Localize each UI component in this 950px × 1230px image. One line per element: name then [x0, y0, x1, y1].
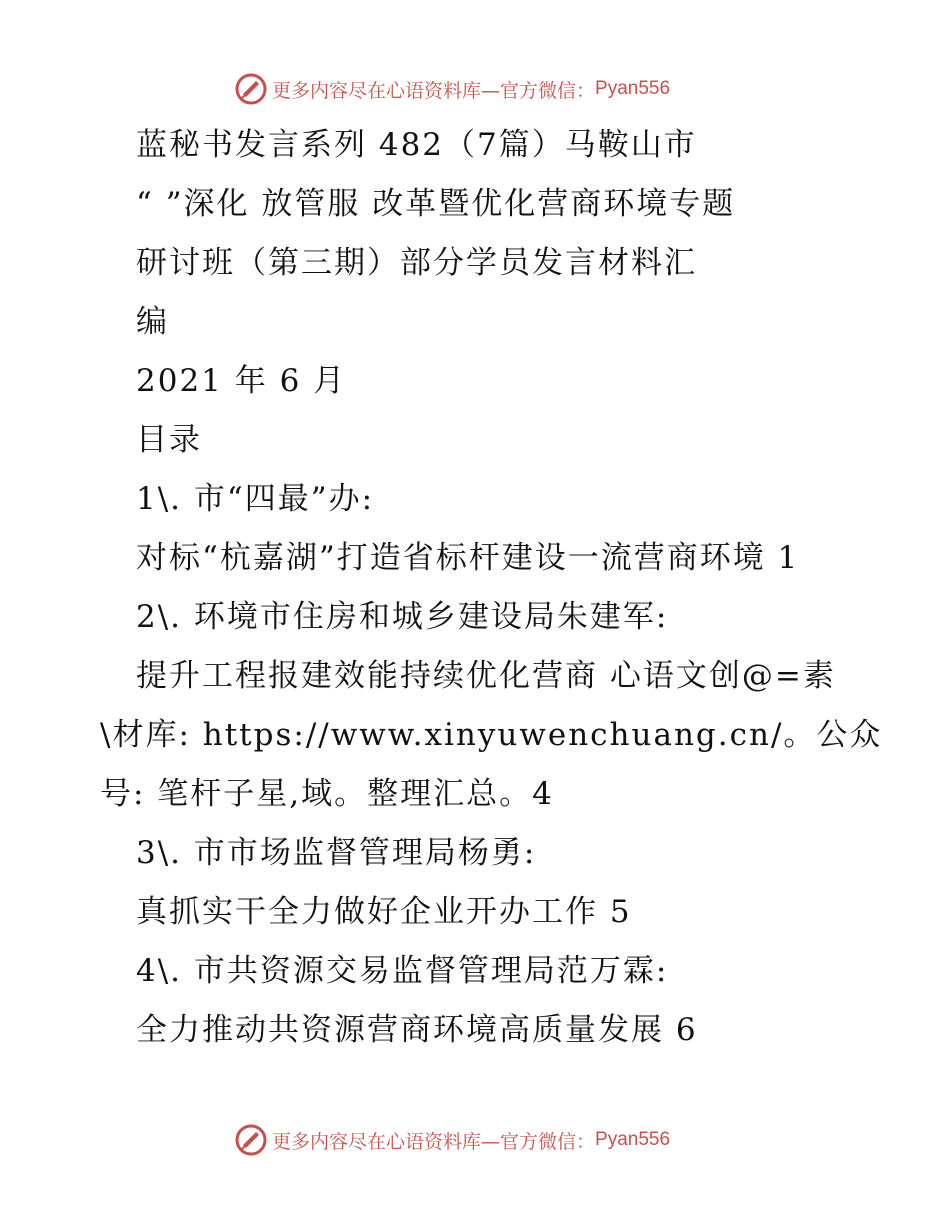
- toc-item-4-author: 4\. 市共资源交易监督管理局范万霖:: [136, 953, 669, 989]
- banner-text: 更多内容尽在心语资料库—官方微信：: [272, 79, 596, 102]
- toc-item-2-title: 提升工程报建效能持续优化营商 心语文创@=素: [136, 658, 836, 694]
- banner-wechat-id: Pyan556: [595, 1129, 671, 1150]
- toc-item-3-title: 真抓实干全力做好企业开办工作 5: [136, 894, 632, 930]
- banner-text: 更多内容尽在心语资料库—官方微信：: [272, 1130, 596, 1153]
- brand-logo-icon: [234, 72, 268, 106]
- footer-watermark-banner: [234, 1123, 714, 1157]
- toc-item-3-author: 3\. 市市场监督管理局杨勇:: [136, 835, 537, 871]
- header-watermark-banner: [234, 72, 714, 106]
- toc-item-2-continued: \材库: https://www.xinyuwenchuang.cn/。公众: [100, 717, 883, 753]
- toc-item-1-author: 1\. 市“四最”办:: [136, 481, 375, 517]
- title-line-3: 研讨班（第三期）部分学员发言材料汇: [136, 245, 697, 281]
- toc-heading: 目录: [136, 422, 202, 458]
- title-line-1: 蓝秘书发言系列 482（7篇）马鞍山市: [136, 127, 697, 163]
- brand-logo-icon: [234, 1123, 268, 1157]
- title-line-2: “ ”深化 放管服 改革暨优化营商环境专题: [136, 186, 736, 222]
- banner-wechat-id: Pyan556: [595, 78, 671, 99]
- toc-item-2-continued-2: 号: 笔杆子星,域。整理汇总。4: [100, 776, 554, 812]
- toc-item-1-title: 对标“杭嘉湖”打造省标杆建设一流营商环境 1: [136, 540, 800, 576]
- date-line: 2021 年 6 月: [136, 363, 347, 399]
- title-line-4: 编: [136, 304, 169, 340]
- toc-item-2-author: 2\. 环境市住房和城乡建设局朱建军:: [136, 599, 669, 635]
- toc-item-4-title: 全力推动共资源营商环境高质量发展 6: [136, 1012, 698, 1048]
